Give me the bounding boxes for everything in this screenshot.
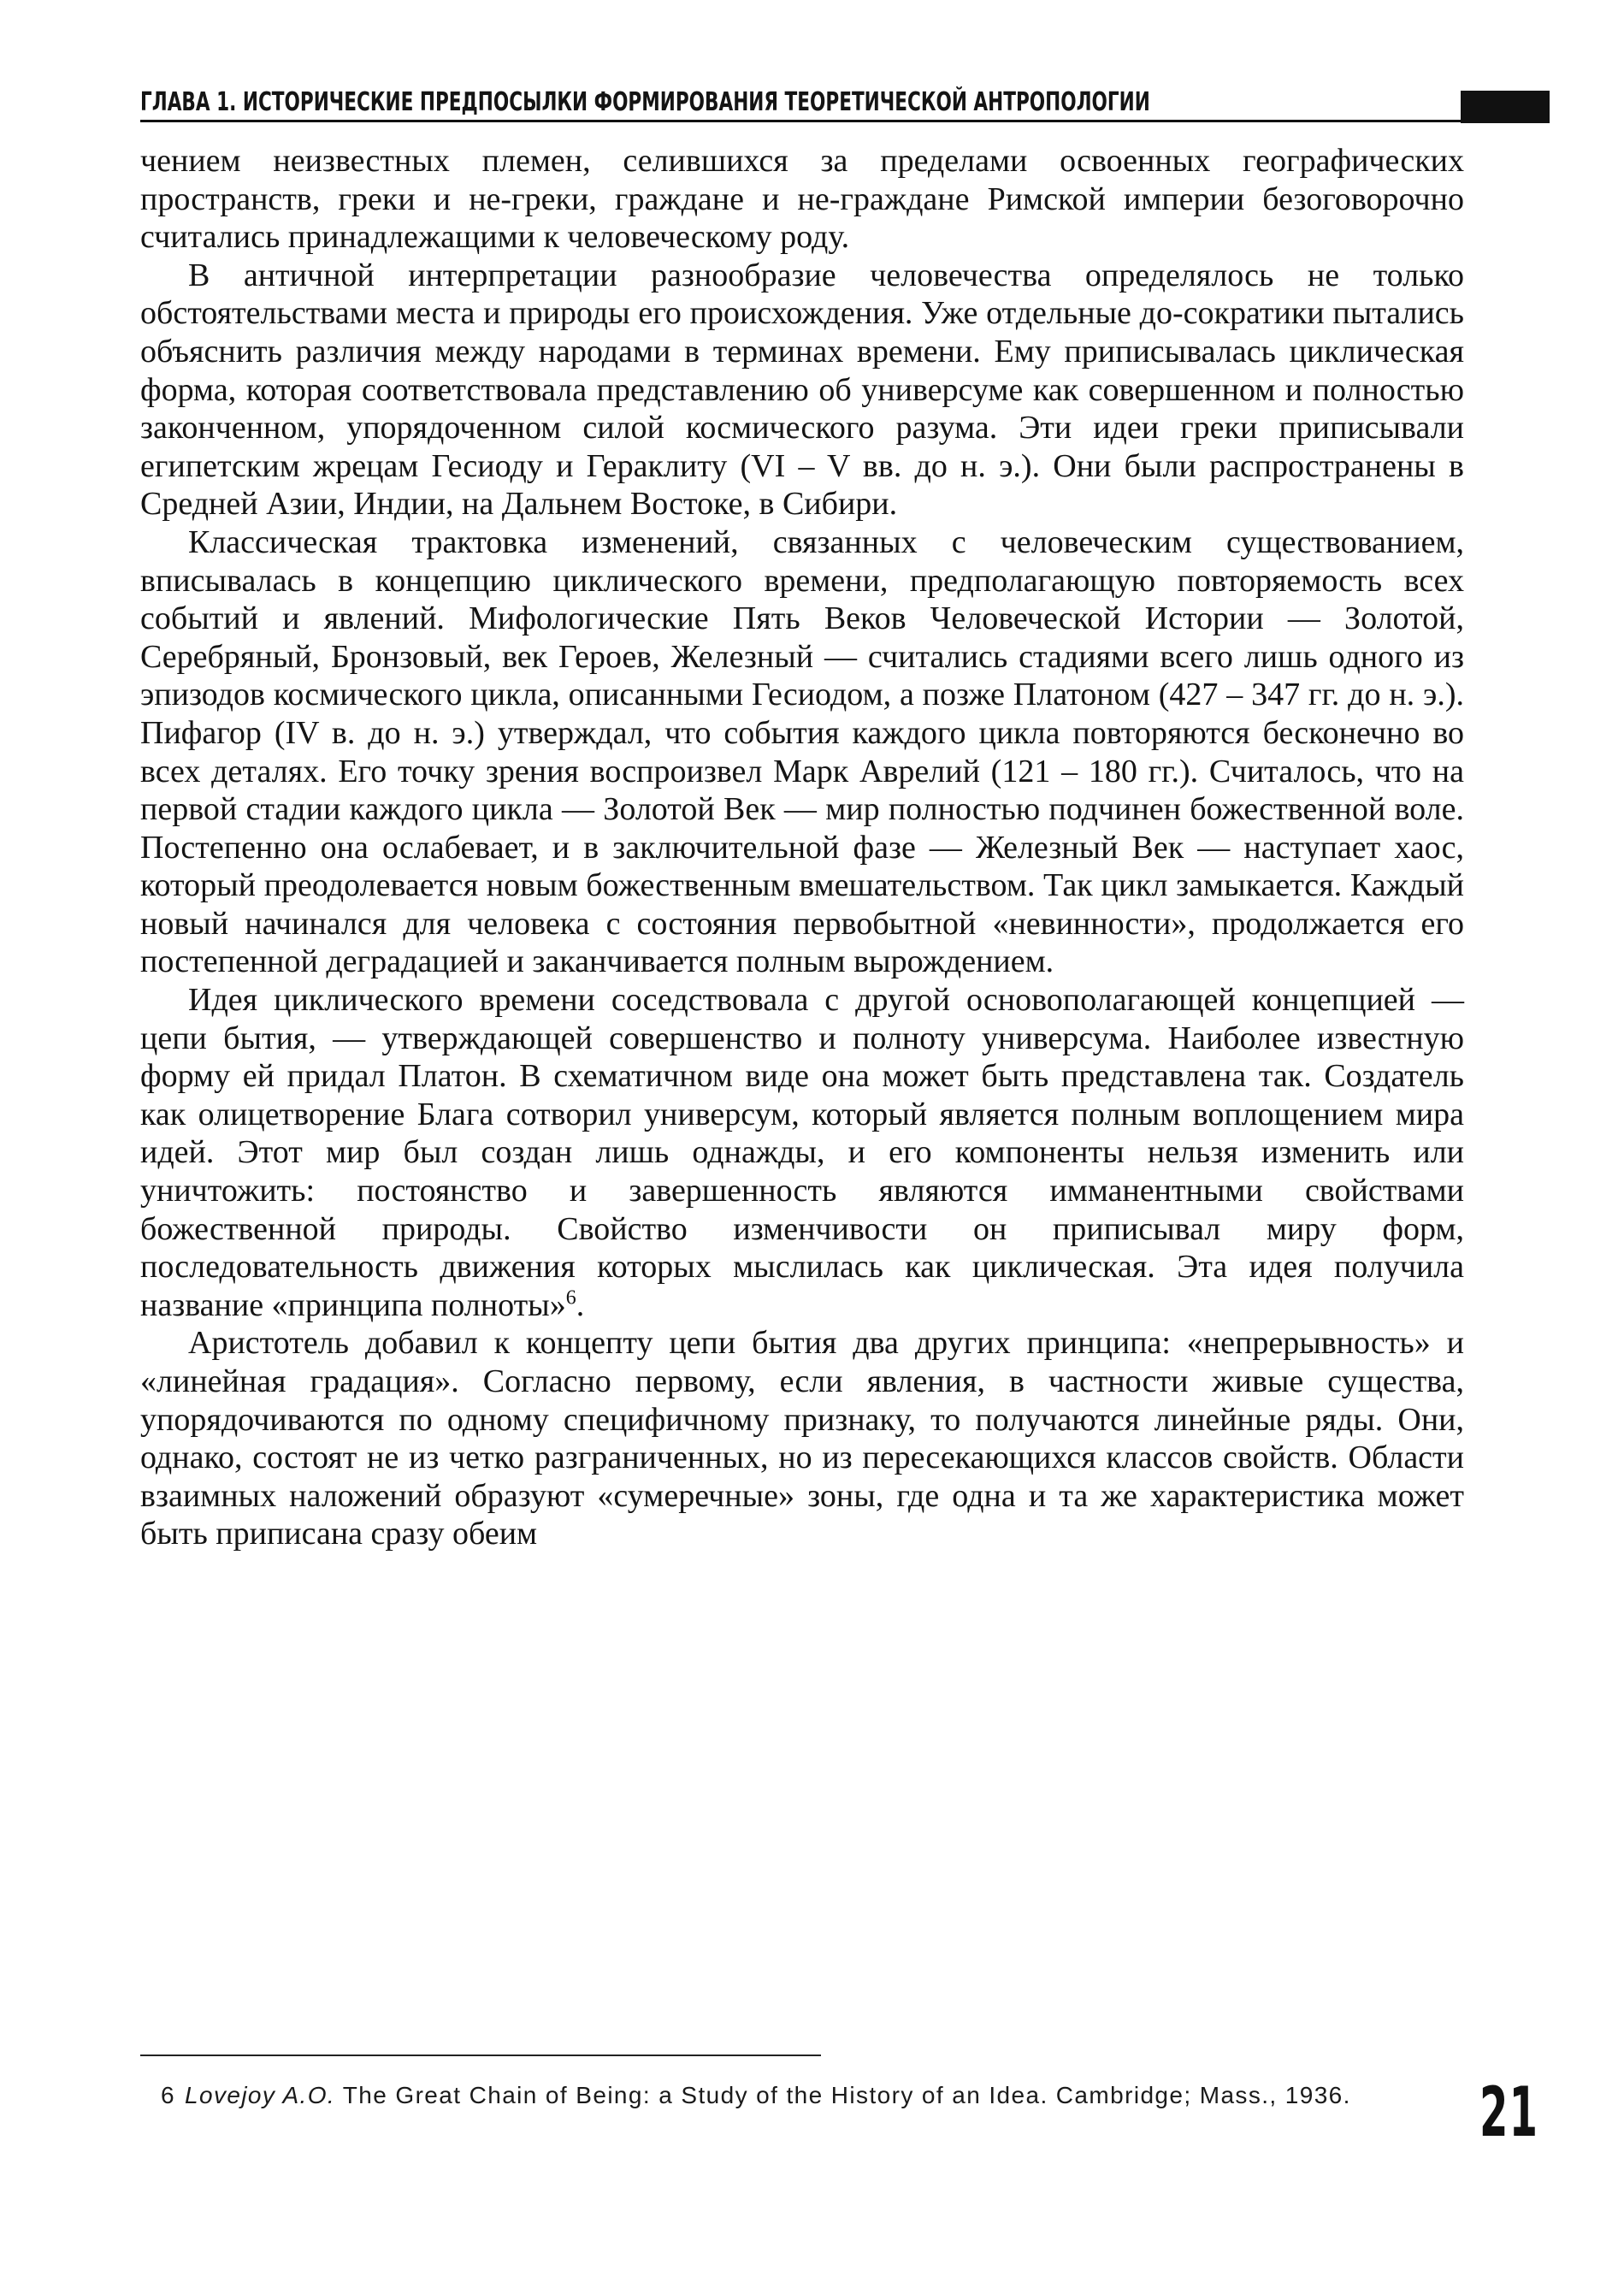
paragraph-4-text: Идея циклического времени соседствовала с другой основополагающей концепцией — цепи бытия, — утверждающей совершенство и полноту универсума. Наиболее известную форму ей придал Платон. В схематичном виде она может быть представлена так. Создатель как олицетворение Блага сотворил универсум, который является полным воплощением мира идей. Этот мир был создан лишь однажды, и его компоненты нельзя изменить или уничтожить: постоянство и завершенность являются имманентными свойствами божественной природы. Свойство изменчивости он приписывал миру форм, последовательность движения которых мыслилась как циклическая. Эта идея получила название «принципа полноты» [140,982,1464,1323]
paragraph-3: Классическая трактовка изменений, связанных с человеческим существованием, вписывалась в концепцию циклического времени, предполагающую повторяемость всех событий и явлений. Мифологические Пять Веков Человеческой Истории — Золотой, Серебряный, Бронзовый, век Героев, Железный — считались стадиями всего лишь одного из эпизодов космического цикла, описанными Гесиодом, а позже Платоном (427 – 347 гг. до н. э.). Пифагор (IV в. до н. э.) утверждал, что события каждого цикла повторяются бесконечно во всех деталях. Его точку зрения воспроизвел Марк Аврелий (121 – 180 гг.). Считалось, что на первой стадии каждого цикла — Золотой Век — мир полностью подчинен божественной воле. Постепенно она ослабевает, и в заключительной фазе — Железный Век — наступает хаос, который преодолевается новым божественным вмешательством. Так цикл замыкается. Каждый новый начинался для человека с состояния первобытной «невинности», продолжается его постепенной деградацией и заканчивается полным вырождением. [140,523,1464,980]
footnote-text: The Great Chain of Being: a Study of the History of an Idea. Cambridge; Mass., 1936. [342,2082,1351,2108]
footnote [140,2080,1464,2111]
footnote-rule [140,2055,821,2056]
footnote-number: 6 [161,2082,175,2108]
header-rule [140,120,1461,122]
paragraph-1: чением неизвестных племен, селившихся за пределами освоенных географических пространств, греки и не-греки, граждане и не-граждане Римской империи безоговорочно считались принадлежащими к человеческому роду. [140,143,1464,256]
footnote-author: Lovejoy A.O. [185,2082,336,2108]
running-head: ГЛАВА 1. ИСТОРИЧЕСКИЕ ПРЕДПОСЫЛКИ ФОРМИРОВАНИЯ ТЕОРЕТИЧЕСКОЙ АНТРОПОЛОГИИ [140,87,1150,117]
header-black-tab [1461,91,1550,123]
paragraph-2: В античной интерпретации разнообразие человечества определялось не только обстоятельствами места и природы его происхождения. Уже отдельные до-сократики пытались объяснить различия между народами в терминах времени. Ему приписывалась циклическая форма, которая соответствовала представлению об универсуме как совершенном и полностью законченном, упорядоченном силой космического разума. Эти идеи греки приписывали египетским жрецам Гесиоду и Гераклиту (VI – V вв. до н. э.). Они были распространены в Средней Азии, Индии, на Дальнем Востоке, в Сибири. [140,257,1464,523]
page-number: 21 [1479,2072,1539,2152]
paragraph-5: Аристотель добавил к концепту цепи бытия два других принципа: «непрерывность» и «линейная градация». Согласно первому, если явления, в частности живые существа, упорядочиваются по одному специфичному признаку, то получаются линейные ряды. Они, однако, состоят не из четко разграниченных, но из пересекающихся классов свойств. Области взаимных наложений образуют «сумеречные» зоны, где одна и та же характеристика может быть приписана сразу обеим [140,1325,1464,1552]
footnote-reference[interactable]: 6 [565,1286,576,1310]
main-text [140,142,1464,1553]
paragraph-4: Идея циклического времени соседствовала с другой основополагающей концепцией — цепи бытия, — утверждающей совершенство и полноту универсума. Наиболее известную форму ей придал Платон. В схематичном виде она может быть представлена так. Создатель как олицетворение Блага сотворил универсум, который является полным воплощением мира идей. Этот мир был создан лишь однажды, и его компоненты нельзя изменить или уничтожить: постоянство и завершенность являются имманентными свойствами божественной природы. Свойство изменчивости он приписывал миру форм, последовательность движения которых мыслилась как циклическая. Эта идея получила название «принципа полноты»$^6$. [140,982,1464,1323]
